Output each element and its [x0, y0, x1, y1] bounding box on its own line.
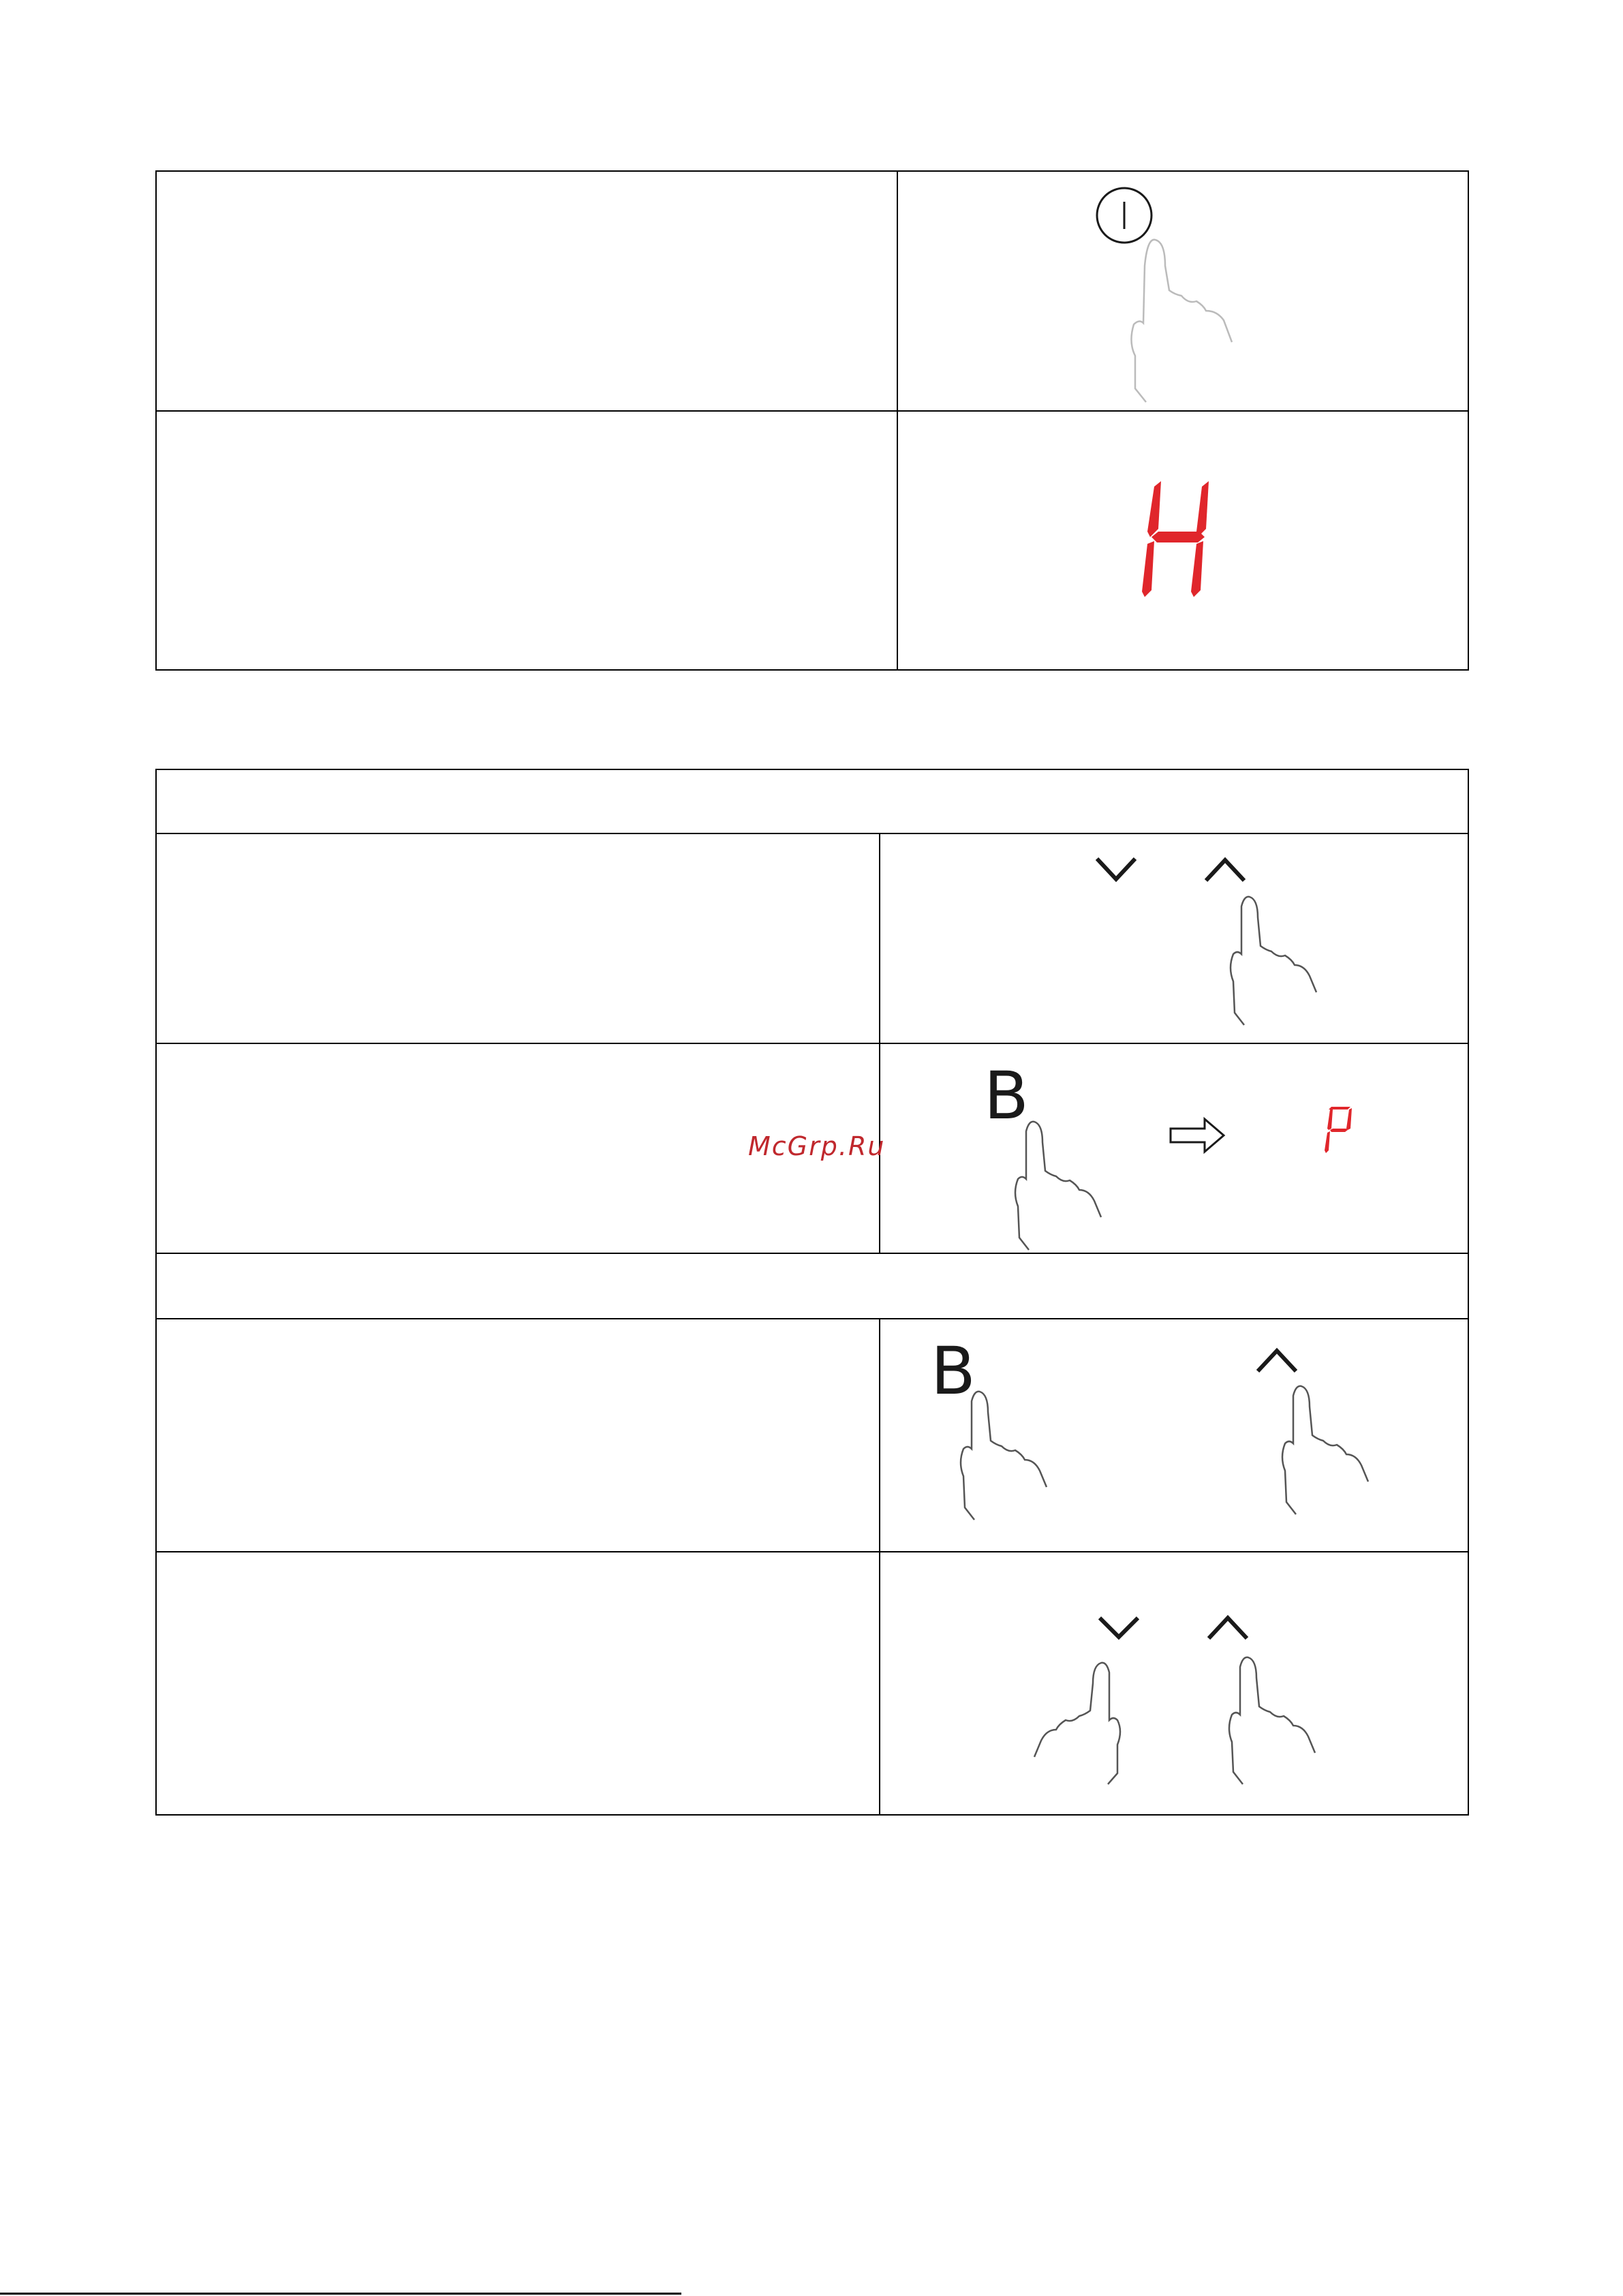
table1-row-divider [155, 410, 1469, 412]
button-B-label: B [984, 1058, 1029, 1134]
table1-border-bottom [155, 669, 1469, 671]
finger-icon [1231, 897, 1316, 1025]
finger-icon [1229, 1657, 1315, 1784]
power-icon [1097, 188, 1151, 243]
chevron-up-icon [1209, 1618, 1247, 1638]
power-button-press-icon [1083, 184, 1288, 402]
finger-icon [1008, 1115, 1145, 1251]
table2-header1-divider [155, 833, 1469, 834]
table1-row1-text [164, 179, 886, 403]
down-up-press-icon [1090, 852, 1349, 1029]
B-and-up-press-icon [954, 1336, 1417, 1527]
table1-border-right [1468, 170, 1469, 671]
chevron-up-icon [1206, 860, 1244, 881]
table2-row3-text [164, 1326, 872, 1544]
table1-row2-text [164, 418, 886, 664]
table2-col-divider-b [879, 1318, 880, 1816]
finger-icon [1034, 1663, 1120, 1784]
down-and-up-press-icon [1015, 1608, 1356, 1792]
table2-header-row-1 [164, 777, 1458, 826]
table2-col-divider-a [879, 833, 880, 1254]
display-H-icon [1131, 481, 1226, 597]
arrow-right-icon [1169, 1116, 1226, 1154]
display-P-icon [1323, 1107, 1357, 1154]
table2-border-bottom [155, 1814, 1469, 1816]
table2-header-row-2 [164, 1261, 1458, 1310]
finger-icon [1131, 240, 1232, 402]
table2-row-divider-2 [155, 1551, 1469, 1552]
table1-col-divider [897, 170, 898, 671]
table2-border-left [155, 769, 157, 1816]
finger-icon [961, 1392, 1047, 1520]
table1-border-top [155, 170, 1469, 172]
chevron-down-icon [1097, 859, 1135, 879]
table1-border-left [155, 170, 157, 671]
table2-row4-text [164, 1559, 872, 1807]
table2-header2-top [155, 1253, 1469, 1254]
finger-icon [1282, 1386, 1368, 1514]
table2-border-top [155, 769, 1469, 770]
table2-row1-text [164, 841, 872, 1036]
table2-border-right [1468, 769, 1469, 1816]
watermark: McGrp.Ru [748, 1131, 886, 1161]
table2-row-divider-1 [155, 1043, 1469, 1044]
chevron-down-icon [1100, 1618, 1138, 1637]
button-B-label-2: B [931, 1333, 976, 1409]
chevron-up-icon [1258, 1351, 1296, 1371]
table2-header2-bottom [155, 1318, 1469, 1319]
footnote-rule [0, 2293, 681, 2295]
